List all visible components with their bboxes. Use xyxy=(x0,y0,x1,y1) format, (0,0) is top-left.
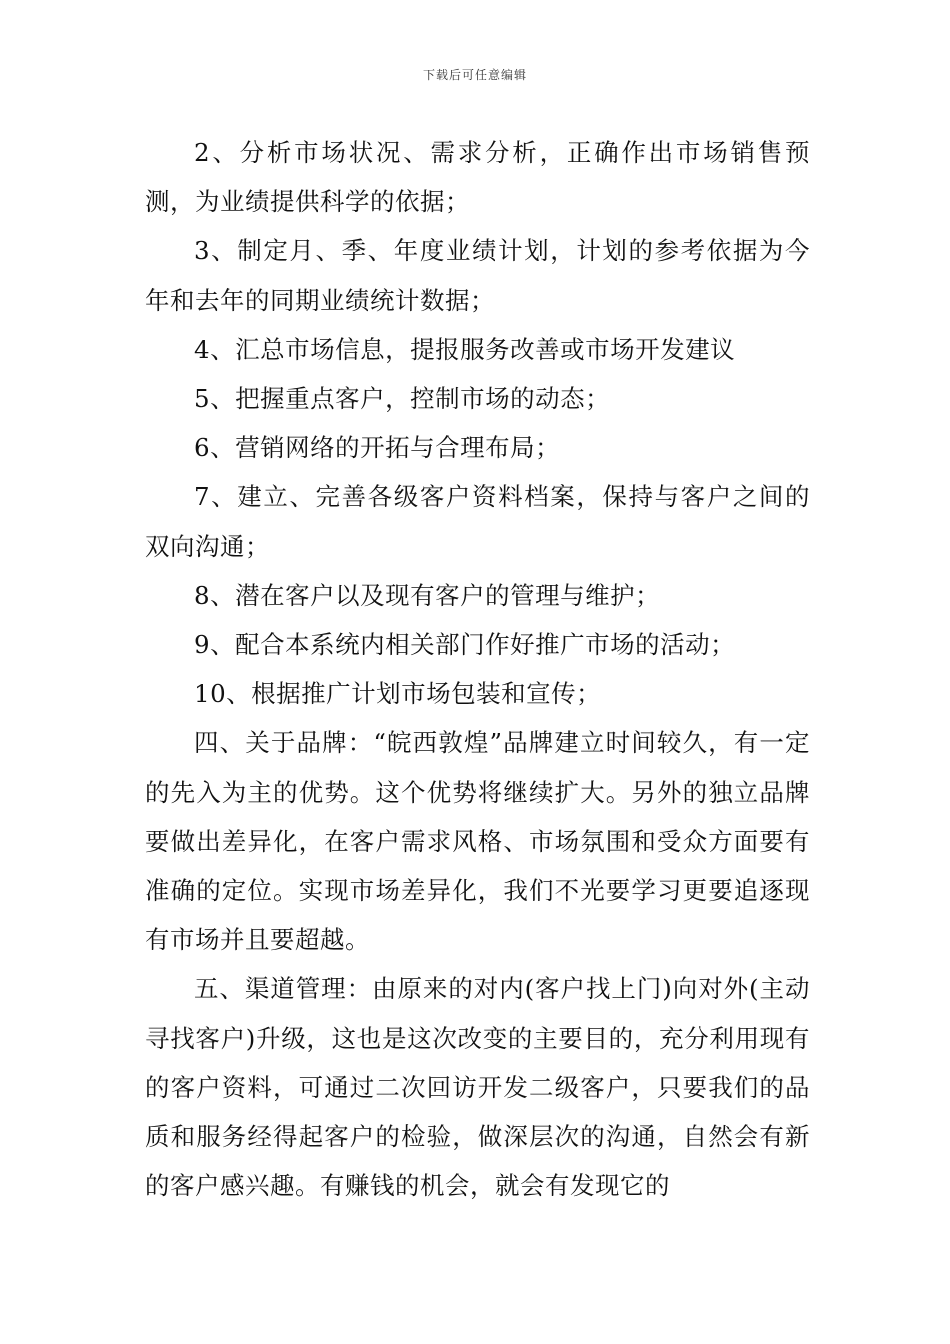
paragraph-item-7: 7、建立、完善各级客户资料档案，保持与客户之间的双向沟通； xyxy=(145,482,810,561)
paragraph-item-4: 4、汇总市场信息，提报服务改善或市场开发建议 xyxy=(194,334,736,364)
paragraph-channel-management: 五、渠道管理：由原来的对内(客户找上门)向对外(主动寻找客户)升级，这也是这次改变的主要目的，充分利用现有的客户资料，可通过二次回访开发二级客户，只要我们的品质和服务经得起客户的检验，做深层次的沟通，自然会有新的客户感兴趣。有赚钱的机会，就会有发现它的 xyxy=(145,974,810,1201)
paragraph-brand: 四、关于品牌：“皖西敦煌”品牌建立时间较久，有一定的先入为主的优势。这个优势将继续扩大。另外的独立品牌要做出差异化，在客户需求风格、市场氛围和受众方面要有准确的定位。实现市场差异化，我们不光要学习更要追逐现有市场并且要超越。 xyxy=(145,728,810,955)
document-body xyxy=(145,128,810,1210)
paragraph-item-2: 2、分析市场状况、需求分析，正确作出市场销售预测，为业绩提供科学的依据； xyxy=(145,138,810,217)
paragraph-item-5: 5、把握重点客户，控制市场的动态； xyxy=(194,384,611,414)
paragraph-item-3: 3、制定月、季、年度业绩计划，计划的参考依据为今年和去年的同期业绩统计数据； xyxy=(145,236,810,315)
paragraph-item-10: 10、根据推广计划市场包装和宣传； xyxy=(194,679,602,709)
paragraph-item-8: 8、潜在客户以及现有客户的管理与维护； xyxy=(194,580,661,610)
paragraph-item-9: 9、配合本系统内相关部门作好推广市场的活动； xyxy=(194,630,736,660)
page-header-note: 下载后可任意编辑 xyxy=(422,68,527,82)
paragraph-item-6: 6、营销网络的开拓与合理布局； xyxy=(194,433,561,463)
